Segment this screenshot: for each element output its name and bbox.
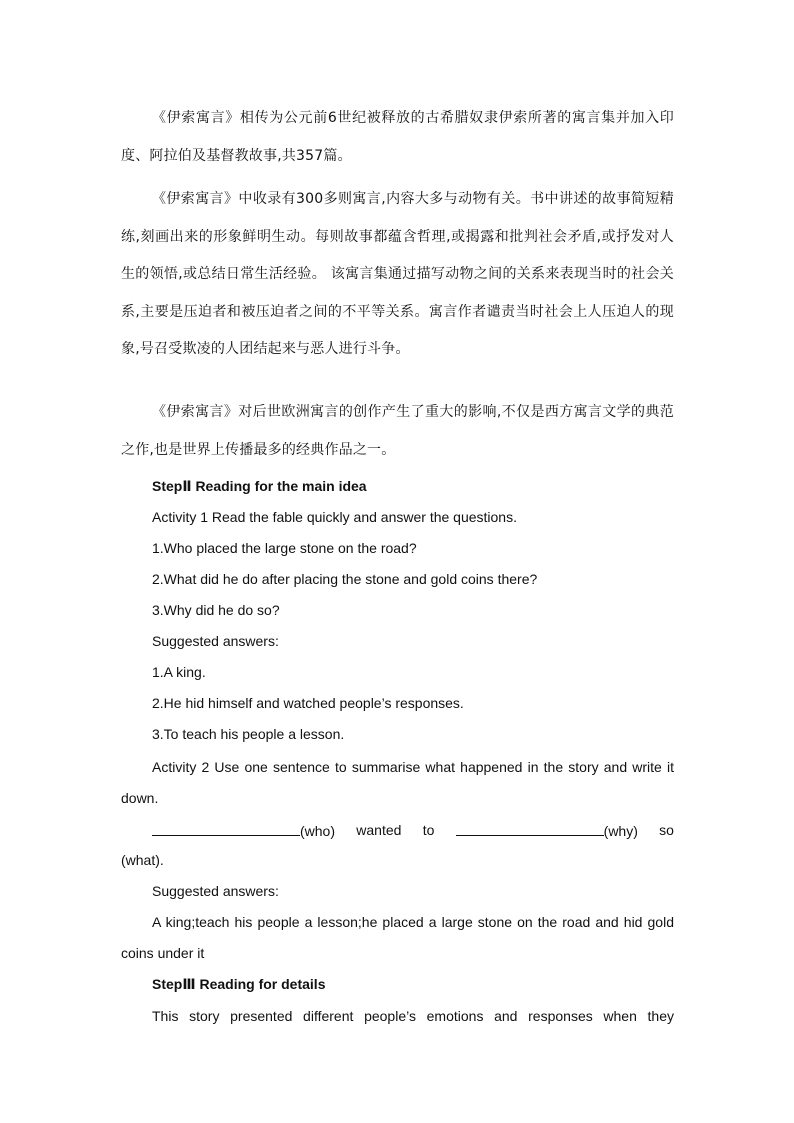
- question-1: 1.Who placed the large stone on the road?: [152, 540, 417, 556]
- question-3: 3.Why did he do so?: [152, 602, 280, 618]
- step2-heading: StepⅡ Reading for the main idea: [152, 478, 367, 494]
- answer-1: 1.A king.: [152, 664, 206, 680]
- summary-fill-in-line: [152, 822, 674, 839]
- step3-text: This story presented different people’s emotions and responses when they: [152, 1008, 674, 1024]
- who-blank[interactable]: [152, 822, 300, 836]
- intro-paragraph-3: 《伊索寓言》对后世欧洲寓言的创作产生了重大的影响,不仅是西方寓言文学的典范之作,也是世界上传播最多的经典作品之一。: [121, 404, 674, 458]
- who-label: (who): [300, 823, 336, 839]
- to-word: to: [422, 822, 435, 838]
- why-blank-group: [456, 822, 638, 839]
- answer-summary: A king;teach his people a lesson;he placed a large stone on the road and hid gold coins under it: [121, 914, 674, 961]
- who-blank-group: [152, 822, 335, 839]
- suggested-answers-label-2: Suggested answers:: [152, 883, 279, 899]
- what-label: (what).: [121, 852, 164, 868]
- wanted-word: wanted: [356, 822, 402, 838]
- why-label: (why): [603, 823, 638, 839]
- suggested-answers-label: Suggested answers:: [152, 633, 279, 649]
- answer-2: 2.He hid himself and watched people’s responses.: [152, 695, 464, 711]
- activity2-instruction: Activity 2 Use one sentence to summarise what happened in the story and write it down.: [121, 759, 674, 806]
- question-2: 2.What did he do after placing the stone and gold coins there?: [152, 571, 538, 587]
- answer-3: 3.To teach his people a lesson.: [152, 726, 345, 742]
- why-blank[interactable]: [456, 822, 604, 836]
- step3-heading: StepⅢ Reading for details: [152, 976, 326, 992]
- so-word: so: [659, 822, 674, 838]
- intro-paragraph-2: 《伊索寓言》中收录有300多则寓言,内容大多与动物有关。书中讲述的故事简短精练,刻画出来的形象鲜明生动。每则故事都蕴含哲理,或揭露和批判社会矛盾,或抒发对人生的领悟,或总结日常生活经验。 该寓言集通过描写动物之间的关系来表现当时的社会关系,主要是压迫者和被压迫者之间的不平等关系。寓言作者谴责当时社会上人压迫人的现象,号召受欺凌的人团结起来与恶人进行斗争。: [121, 191, 674, 357]
- activity1-instruction: Activity 1 Read the fable quickly and answer the questions.: [152, 509, 517, 525]
- intro-paragraph-1: 《伊索寓言》相传为公元前6世纪被释放的古希腊奴隶伊索所著的寓言集并加入印度、阿拉伯及基督教故事,共357篇。: [121, 110, 674, 164]
